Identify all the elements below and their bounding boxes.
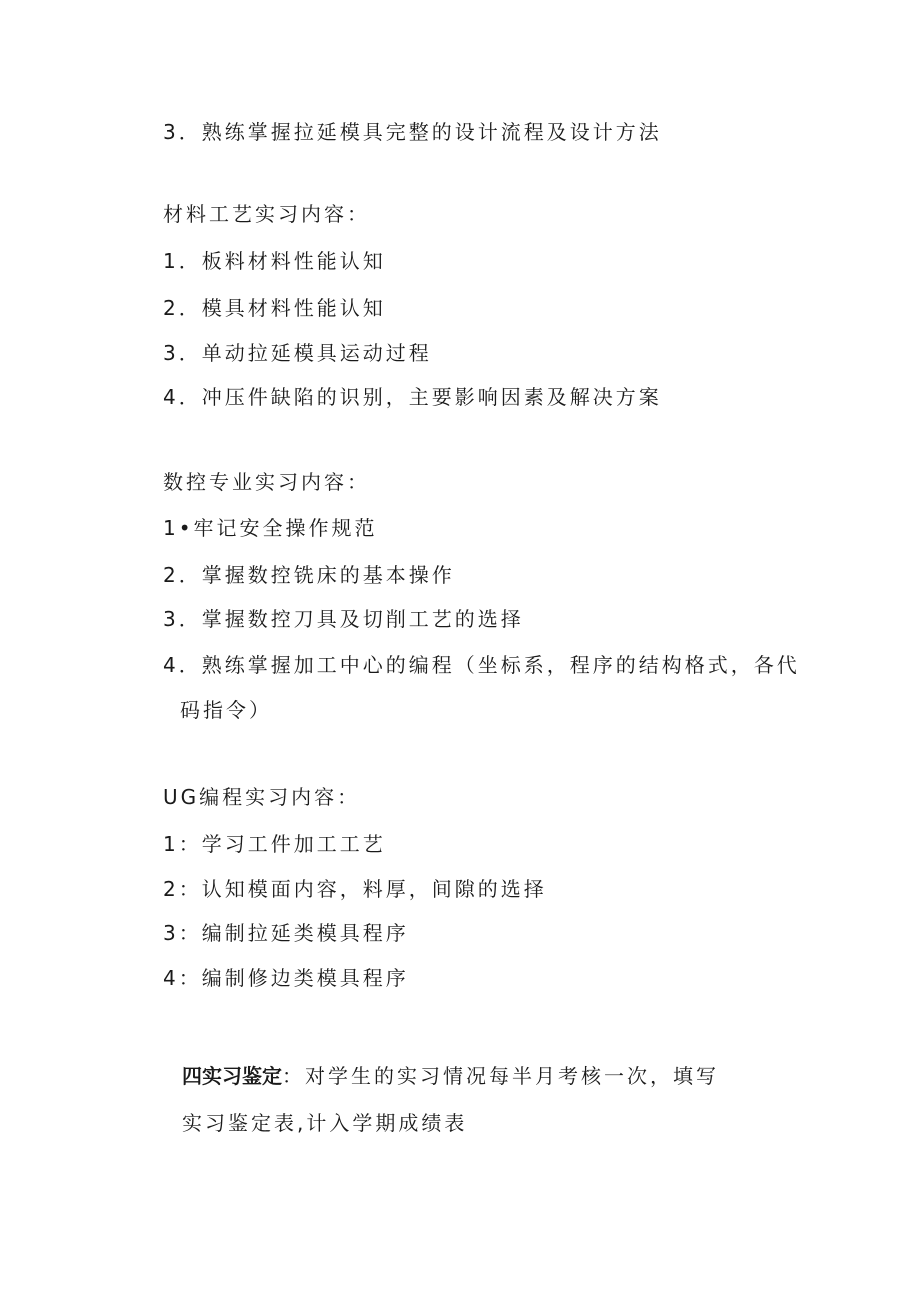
appraisal-line: [182, 1061, 719, 1091]
ug-heading: UG编程实习内容：: [163, 785, 361, 809]
materials-item-3: 3．单动拉延模具运动过程: [163, 341, 432, 365]
materials-item-1: 1．板料材料性能认知: [163, 249, 386, 273]
ug-item-3: 3：编制拉延类模具程序: [163, 921, 409, 945]
ug-item-4: 4：编制修边类模具程序: [163, 966, 409, 990]
cnc-item-4-continued: 码指令）: [180, 698, 272, 722]
ug-item-2: 2：认知模面内容，料厚，间隙的选择: [163, 877, 547, 901]
cnc-item-3: 3．掌握数控刀具及切削工艺的选择: [163, 607, 524, 631]
materials-heading: 材料工艺实习内容：: [163, 202, 370, 226]
materials-item-4: 4．冲压件缺陷的识别，主要影响因素及解决方案: [163, 385, 662, 409]
appraisal-title: 四实习鉴定: [182, 1064, 282, 1088]
appraisal-line-continued: 实习鉴定表,计入学期成绩表: [182, 1111, 468, 1135]
cnc-item-1: 1•牢记安全操作规范: [163, 516, 378, 540]
appraisal-text: ：对学生的实习情况每半月考核一次，填写: [282, 1064, 719, 1088]
cnc-item-2: 2．掌握数控铣床的基本操作: [163, 563, 455, 587]
design-item-3: 3．熟练掌握拉延模具完整的设计流程及设计方法: [163, 120, 662, 144]
cnc-item-4: 4．熟练掌握加工中心的编程（坐标系，程序的结构格式，各代: [163, 653, 800, 677]
materials-item-2: 2．模具材料性能认知: [163, 296, 386, 320]
ug-item-1: 1：学习工件加工工艺: [163, 832, 386, 856]
cnc-heading: 数控专业实习内容：: [163, 470, 370, 494]
